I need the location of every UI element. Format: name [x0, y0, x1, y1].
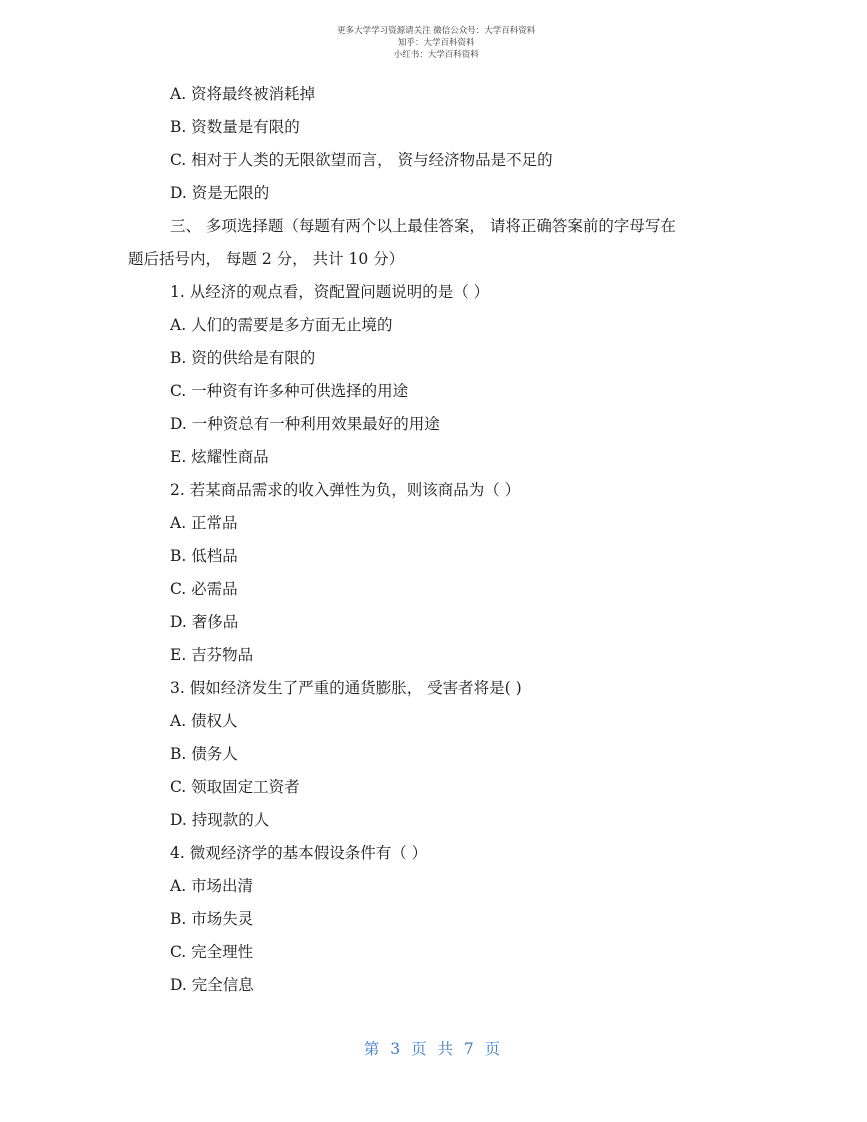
- section-heading-continued: 题后括号内， 每题 2 分， 共计 10 分）: [128, 250, 405, 268]
- option-d-line: D. 资是无限的: [170, 184, 270, 202]
- q2-option-c: C. 必需品: [170, 580, 238, 598]
- question-1: 1. 从经济的观点看，资配置问题说明的是（ ）: [170, 283, 490, 301]
- option-a-line: A. 资将最终被消耗掉: [170, 85, 316, 103]
- q4-option-c: C. 完全理性: [170, 943, 254, 961]
- question-2: 2. 若某商品需求的收入弹性为负，则该商品为（ ）: [170, 481, 521, 499]
- page-header: [0, 14, 867, 60]
- q2-option-a: A. 正常品: [170, 514, 238, 532]
- q3-option-c: C. 领取固定工资者: [170, 778, 300, 796]
- q2-option-e: E. 吉芬物品: [170, 646, 254, 664]
- header-xiaohongshu-text: 小红书：大学百科资料: [393, 50, 479, 60]
- q4-option-d: D. 完全信息: [170, 976, 254, 994]
- option-b-line: B. 资数量是有限的: [170, 118, 300, 136]
- question-4: 4. 微观经济学的基本假设条件有（ ）: [170, 844, 428, 862]
- q3-option-d: D. 持现款的人: [170, 811, 270, 829]
- q2-option-d: D. 奢侈品: [170, 613, 239, 631]
- q2-option-b: B. 低档品: [170, 547, 238, 565]
- q3-option-b: B. 债务人: [170, 745, 238, 763]
- q1-option-c: C. 一种资有许多种可供选择的用途: [170, 382, 409, 400]
- question-3: 3. 假如经济发生了严重的通货膨胀， 受害者将是( ): [170, 679, 522, 697]
- q4-option-b: B. 市场失灵: [170, 910, 254, 928]
- q4-option-a: A. 市场出清: [170, 877, 254, 895]
- header-wechat-text: 更多大学学习资源请关注 微信公众号：大学百科资料: [337, 26, 536, 36]
- page-number: 第 3 页 共 7 页: [363, 1040, 504, 1058]
- q3-option-a: A. 债权人: [170, 712, 238, 730]
- header-zhihu-text: 知乎：大学百科资料: [397, 38, 475, 48]
- q1-option-a: A. 人们的需要是多方面无止境的: [170, 316, 393, 334]
- q1-option-b: B. 资的供给是有限的: [170, 349, 316, 367]
- q1-option-e: E. 炫耀性商品: [170, 448, 269, 466]
- section-heading: 三、 多项选择题（每题有两个以上最佳答案， 请将正确答案前的字母写在: [170, 217, 676, 235]
- option-c-line: C. 相对于人类的无限欲望而言， 资与经济物品是不足的: [170, 151, 553, 169]
- q1-option-d: D. 一种资总有一种利用效果最好的用途: [170, 415, 440, 433]
